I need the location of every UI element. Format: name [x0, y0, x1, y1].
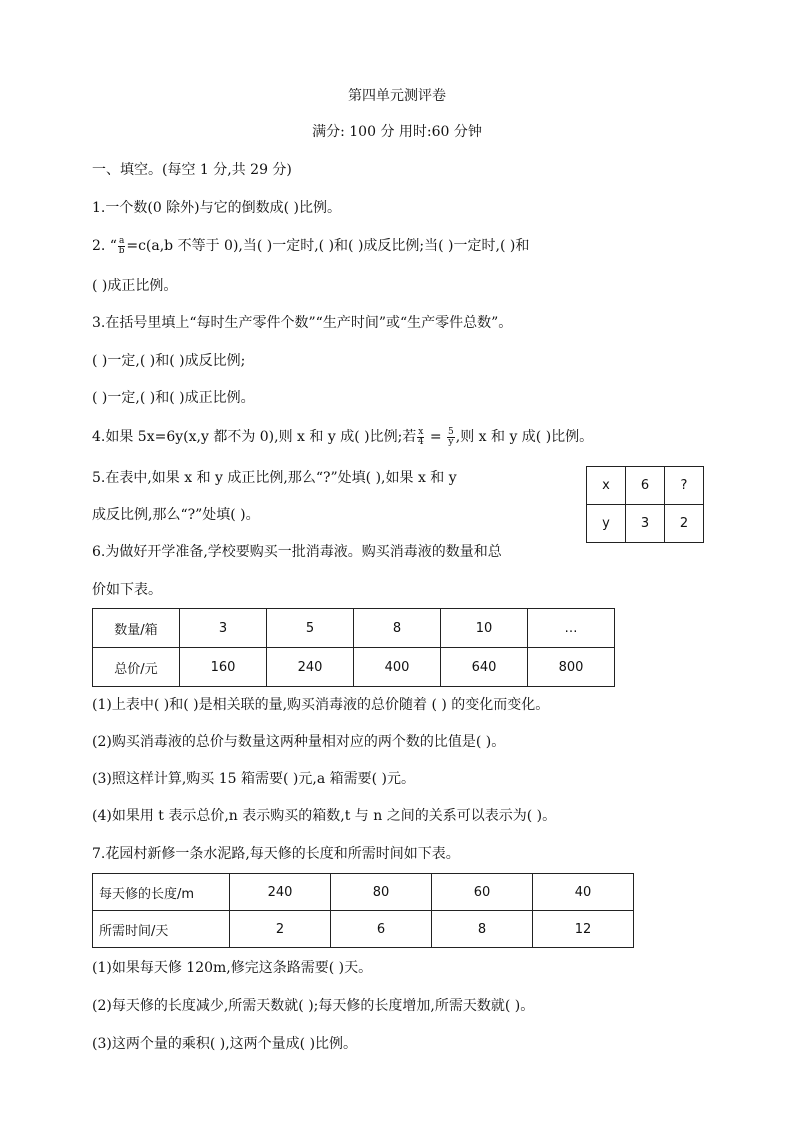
xy-table: [586, 466, 704, 543]
table-cell: 每天修的长度/m: [93, 874, 230, 911]
table-cell: y: [587, 505, 626, 543]
section-heading: 一、填空。(每空 1 分,共 29 分): [92, 162, 292, 178]
table-row: [93, 648, 615, 687]
fraction-5-over-y: [447, 428, 455, 447]
page-title: 第四单元测评卷: [348, 88, 446, 104]
table-cell: 240: [230, 874, 331, 911]
table-cell: 数量/箱: [93, 609, 180, 648]
table-row: [93, 911, 634, 948]
fraction-denominator: b: [118, 245, 125, 256]
table-cell: 6: [626, 467, 665, 505]
table-cell: …: [528, 609, 615, 648]
question-5-line2: 成反比例,那么“?”处填( )。: [92, 507, 260, 523]
fraction-denominator: 4: [417, 436, 424, 447]
question-6-line1: 6.为做好开学准备,学校要购买一批消毒液。购买消毒液的数量和总: [92, 544, 502, 560]
question-6-sub-3: (3)照这样计算,购买 15 箱需要( )元,a 箱需要( )元。: [92, 771, 415, 787]
question-2-text: =c(a,b 不等于 0),当( )一定时,( )和( )成反比例;当( )一定时,( )和: [126, 238, 530, 254]
table-cell: 3: [626, 505, 665, 543]
question-6-sub-1: (1)上表中( )和( )是相关联的量,购买消毒液的总价随着 ( ) 的变化而变化。: [92, 697, 550, 713]
fraction-x-over-4: [417, 428, 424, 447]
table-cell: 640: [441, 648, 528, 687]
fraction-a-over-b: [118, 237, 125, 256]
table-cell: 10: [441, 609, 528, 648]
table-cell: 8: [432, 911, 533, 948]
fraction-numerator: x: [418, 426, 424, 437]
question-4-part1: 4.如果 5x=6y(x,y 都不为 0),则 x 和 y 成( )比例;若: [92, 429, 417, 445]
fraction-numerator: a: [118, 235, 125, 246]
question-7-intro: 7.花园村新修一条水泥路,每天修的长度和所需时间如下表。: [92, 846, 460, 862]
table-row: [93, 609, 615, 648]
table-cell: 3: [180, 609, 267, 648]
table-cell: 总价/元: [93, 648, 180, 687]
question-6-line2: 价如下表。: [92, 582, 162, 598]
question-2-line2: ( )成正比例。: [92, 278, 178, 294]
table-cell: 8: [354, 609, 441, 648]
fraction-numerator: 5: [448, 426, 454, 437]
table-cell: 240: [267, 648, 354, 687]
table-cell: 80: [331, 874, 432, 911]
table-cell: 2: [665, 505, 704, 543]
question-6-sub-2: (2)购买消毒液的总价与数量这两种量相对应的两个数的比值是( )。: [92, 734, 506, 750]
question-7-sub-1: (1)如果每天修 120m,修完这条路需要( )天。: [92, 960, 373, 976]
table-cell: 所需时间/天: [93, 911, 230, 948]
question-3-intro: 3.在括号里填上“每时生产零件个数”“生产时间”或“生产零件总数”。: [92, 315, 513, 331]
question-3-line2: ( )一定,( )和( )成正比例。: [92, 390, 255, 406]
table-cell: 6: [331, 911, 432, 948]
table-cell: 160: [180, 648, 267, 687]
table-cell: 800: [528, 648, 615, 687]
table-row: [587, 467, 704, 505]
question-7-sub-3: (3)这两个量的乘积( ),这两个量成( )比例。: [92, 1036, 358, 1052]
table-cell: 400: [354, 648, 441, 687]
disinfectant-price-table: [92, 608, 615, 687]
question-2: [92, 236, 529, 256]
question-1: 1.一个数(0 除外)与它的倒数成( )比例。: [92, 200, 342, 216]
question-3-line1: ( )一定,( )和( )成反比例;: [92, 353, 246, 369]
table-cell: x: [587, 467, 626, 505]
table-cell: 60: [432, 874, 533, 911]
equals-sign: =: [425, 429, 447, 445]
question-7-sub-2: (2)每天修的长度减少,所需天数就( );每天修的长度增加,所需天数就( )。: [92, 998, 535, 1014]
table-cell: 40: [533, 874, 634, 911]
question-5-line1: 5.在表中,如果 x 和 y 成正比例,那么“?”处填( ),如果 x 和 y: [92, 470, 457, 486]
table-cell: 2: [230, 911, 331, 948]
fraction-denominator: y: [448, 436, 454, 447]
question-2-prefix: 2. “: [92, 238, 117, 254]
score-time-info: 满分: 100 分 用时:60 分钟: [312, 124, 482, 140]
table-cell: 5: [267, 609, 354, 648]
table-row: [93, 874, 634, 911]
table-row: [587, 505, 704, 543]
road-construction-table: [92, 873, 634, 948]
question-6-sub-4: (4)如果用 t 表示总价,n 表示购买的箱数,t 与 n 之间的关系可以表示为( )。: [92, 808, 557, 824]
question-4-part2: ,则 x 和 y 成( )比例。: [455, 429, 594, 445]
table-cell: 12: [533, 911, 634, 948]
table-cell: ?: [665, 467, 704, 505]
question-4: [92, 427, 593, 447]
